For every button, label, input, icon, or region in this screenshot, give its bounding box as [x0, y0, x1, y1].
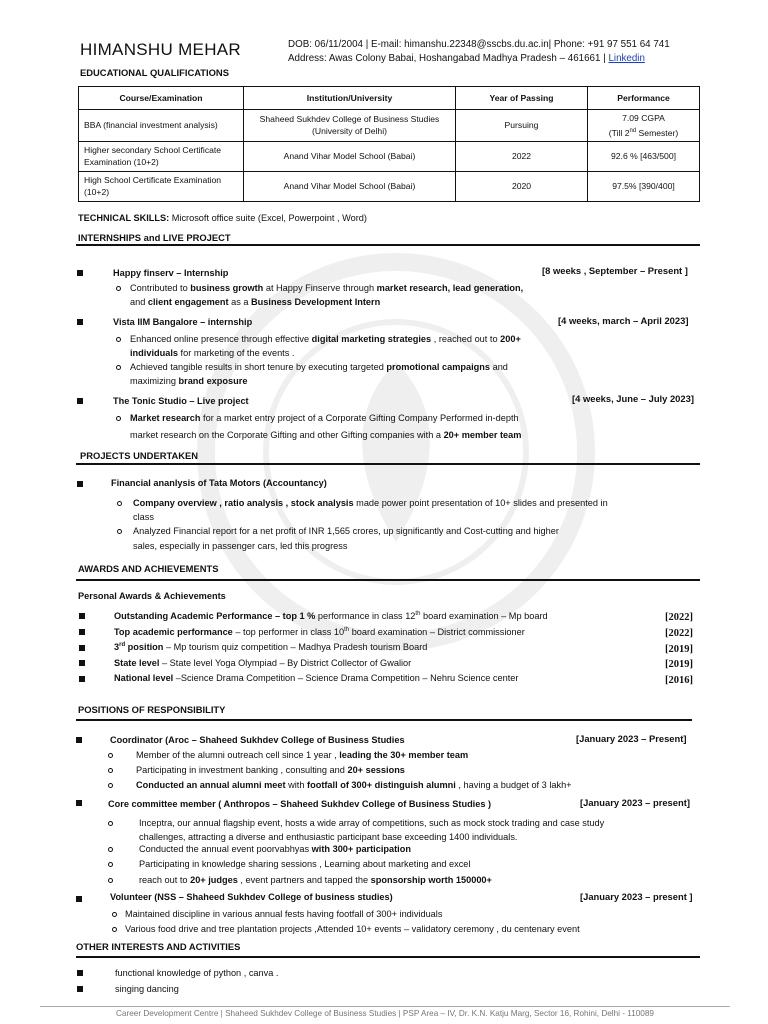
bullet-circle-icon: [108, 753, 113, 758]
semester-prefix: (Till 2: [608, 127, 630, 138]
contact-line: DOB: 06/11/2004 | E-mail: himanshu.22348@sscbs.du.ac.in| Phone: +91 97 551 64 741: [288, 39, 670, 50]
bullet-square-icon: [76, 800, 82, 806]
cell-institution: Anand Vihar Model School (Babai): [244, 171, 456, 201]
position-date: [January 2023 – present]: [580, 797, 690, 808]
award-item: [114, 642, 427, 652]
t: National level: [114, 673, 174, 683]
bullet-circle-icon: [117, 529, 122, 534]
internship-date: [8 weeks , September – Present ]: [542, 265, 688, 276]
t: and: [490, 362, 508, 372]
cell-course: High School Certificate Examination (10+2): [79, 171, 244, 201]
bullet-circle-icon: [116, 416, 121, 421]
t: leading the 30+ member team: [339, 750, 469, 760]
bullet-circle-icon: [112, 927, 117, 932]
t: 20+ member team: [443, 430, 522, 440]
section-divider: [76, 244, 700, 246]
t: with: [285, 780, 308, 790]
col-performance: Performance: [588, 87, 700, 110]
section-divider: [76, 719, 692, 721]
semester-suffix: Semester): [636, 127, 679, 138]
award-year: [2019]: [665, 644, 693, 655]
education-table: [78, 86, 700, 202]
bullet-square-icon: [77, 270, 83, 276]
col-year: Year of Passing: [456, 87, 588, 110]
bullet-text: Maintained discipline in various annual fests having footfall of 300+ individuals: [125, 909, 443, 919]
t: as a: [228, 297, 252, 307]
bullet-text: [130, 430, 521, 440]
t: individuals: [130, 348, 178, 358]
bullet-square-icon: [77, 398, 83, 404]
bullet-circle-icon: [117, 501, 122, 506]
cell-institution: Shaheed Sukhdev College of Business Studies (University of Delhi): [244, 110, 456, 142]
bullet-text: Analyzed Financial report for a net profit of INR 1,565 crores, up significantly and Cost-cutting and higher: [133, 526, 559, 536]
t: – State level Yoga Olympiad – By District Collector of Gwalior: [159, 658, 412, 668]
projects-title: PROJECTS UNDERTAKEN: [80, 450, 199, 461]
positions-title: POSITIONS OF RESPONSIBILITY: [78, 704, 226, 715]
t: client engagement: [147, 297, 229, 307]
t: Participating in investment banking , consulting and: [136, 765, 348, 775]
cell-course: Higher secondary School Certificate Examination (10+2): [79, 141, 244, 171]
t: 20+ judges: [190, 875, 238, 885]
t: market research on the Corporate Gifting and other Gifting companies with a: [130, 430, 444, 440]
bullet-square-icon: [76, 896, 82, 902]
t: reach out to: [139, 875, 191, 885]
bullet-square-icon: [79, 676, 85, 682]
interest-item: functional knowledge of python , canva .: [115, 968, 279, 978]
award-item: [114, 658, 411, 668]
t: Contributed to: [130, 283, 191, 293]
awards-title: AWARDS AND ACHIEVEMENTS: [78, 563, 219, 574]
t: Company overview , ratio analysis , stock analysis: [133, 498, 354, 508]
t: board examination – Mp board: [420, 611, 548, 622]
awards-subtitle: Personal Awards & Achievements: [78, 591, 226, 601]
table-header-row: [79, 87, 700, 110]
t: promotional campaigns: [386, 362, 491, 372]
t: –Science Drama Competition – Science Drama Competition – Nehru Science center: [173, 673, 519, 683]
bullet-text: [136, 765, 405, 775]
cell-performance: [588, 110, 700, 142]
t: business growth: [190, 283, 264, 293]
t: rd: [119, 642, 126, 648]
t: with 300+ participation: [311, 844, 411, 854]
contact-block: [288, 38, 670, 66]
bullet-square-icon: [77, 319, 83, 325]
project-title: The Tonic Studio – Live project: [113, 396, 249, 406]
t: Achieved tangible results in short tenure by executing targeted: [130, 362, 387, 372]
bullet-circle-icon: [108, 847, 113, 852]
t: for marketing of the events .: [178, 348, 295, 358]
award-item: [114, 611, 548, 621]
t: – top performer in class 10: [232, 627, 345, 638]
bullet-text: [133, 498, 608, 508]
t: for a market entry project of a Corporate Gifting Company Performed in-depth: [200, 413, 519, 423]
award-year: [2022]: [665, 628, 693, 639]
bullet-circle-icon: [116, 337, 121, 342]
bullet-circle-icon: [112, 912, 117, 917]
bullet-square-icon: [79, 645, 85, 651]
college-seal-watermark: [196, 252, 596, 652]
bullet-square-icon: [79, 660, 85, 666]
t: 20+ sessions: [347, 765, 405, 775]
cell-institution: Anand Vihar Model School (Babai): [244, 141, 456, 171]
bullet-text: [130, 297, 380, 307]
skills-label: TECHNICAL SKILLS:: [78, 213, 170, 223]
bullet-text: [130, 376, 247, 386]
position-title: Volunteer (NSS – Shaheed Sukhdev College of business studies): [110, 892, 393, 902]
bullet-circle-icon: [108, 768, 113, 773]
col-course: Course/Examination: [79, 87, 244, 110]
bullet-square-icon: [77, 986, 83, 992]
bullet-circle-icon: [108, 862, 113, 867]
bullet-text: [136, 780, 572, 790]
t: , reached out to: [431, 334, 501, 344]
bullet-square-icon: [79, 613, 85, 619]
t: Member of the alumni outreach cell since 1 year ,: [136, 750, 340, 760]
bullet-text: [130, 334, 521, 344]
linkedin-link[interactable]: Linkedin: [608, 53, 645, 64]
cell-course: BBA (financial investment analysis): [79, 110, 244, 142]
bullet-square-icon: [76, 737, 82, 743]
project-title: Financial ananlysis of Tata Motors (Accountancy): [111, 478, 327, 488]
bullet-circle-icon: [108, 878, 113, 883]
table-row: [79, 171, 700, 201]
bullet-text: challenges, attracting a diverse and enthusiastic participant base exceeding 1400 individuals.: [139, 832, 518, 842]
skills-value: Microsoft office suite (Excel, Powerpoint , Word): [169, 213, 367, 223]
internships-title: INTERNSHIPS and LIVE PROJECT: [78, 232, 231, 243]
award-year: [2019]: [665, 659, 693, 670]
award-year: [2016]: [665, 675, 693, 686]
bullet-text: [130, 283, 523, 293]
internship-title: Vista IIM Bangalore – internship: [113, 317, 253, 327]
technical-skills: [78, 213, 367, 223]
cell-year: 2022: [456, 141, 588, 171]
bullet-circle-icon: [116, 286, 121, 291]
cell-year: 2020: [456, 171, 588, 201]
t: and: [130, 297, 148, 307]
t: 3: [114, 642, 120, 653]
candidate-name: HIMANSHU MEHAR: [80, 40, 241, 59]
t: , having a budget of 3 lakh+: [455, 780, 572, 790]
t: Outstanding Academic Performance – top 1 %: [114, 611, 316, 622]
internship-title: Happy finserv – Internship: [113, 268, 229, 278]
section-divider: [76, 956, 700, 958]
position-date: [January 2023 – present ]: [580, 891, 693, 902]
award-item: [114, 673, 518, 683]
interests-title: OTHER INTERESTS AND ACTIVITIES: [76, 941, 241, 952]
award-year: [2022]: [665, 612, 693, 623]
bullet-text: [136, 750, 468, 760]
position-title: Core committee member ( Anthropos – Shaheed Sukhdev College of Business Studies ): [108, 799, 492, 809]
bullet-text: Inceptra, our annual flagship event, hosts a wide array of competitions, such as mock stock trading and case study: [139, 818, 605, 828]
bullet-circle-icon: [116, 365, 121, 370]
bullet-square-icon: [77, 970, 83, 976]
internship-date: [4 weeks, march – April 2023]: [558, 315, 689, 326]
semester-note: [593, 125, 694, 139]
address: Address: Awas Colony Babai, Hoshangabad Madhya Pradesh – 461661 |: [288, 53, 609, 64]
t: market research, lead generation,: [376, 283, 524, 293]
cell-performance: 92.6 % [463/500]: [588, 141, 700, 171]
t: position: [125, 642, 164, 653]
award-item: [114, 627, 525, 637]
bullet-circle-icon: [108, 821, 113, 826]
bullet-text: class: [133, 512, 154, 522]
t: th: [344, 627, 350, 633]
cgpa: 7.09 CGPA: [622, 113, 665, 123]
education-title: EDUCATIONAL QUALIFICATIONS: [80, 67, 229, 78]
bullet-square-icon: [77, 481, 83, 487]
t: , event partners and tapped the: [237, 875, 371, 885]
t: 200+: [500, 334, 521, 344]
bullet-text: [130, 413, 519, 423]
t: board examination – District commissioner: [349, 627, 525, 638]
bullet-circle-icon: [108, 783, 113, 788]
t: – Mp tourism quiz competition – Madhya Pradesh tourism Board: [163, 642, 428, 653]
col-institution: Institution/University: [244, 87, 456, 110]
table-row: [79, 110, 700, 142]
t: State level: [114, 658, 160, 668]
bullet-text: Various food drive and tree plantation projects ,Attended 10+ events – validatory ceremony , du centenary event: [125, 924, 580, 934]
cell-performance: 97.5% [390/400]: [588, 171, 700, 201]
bullet-text: [130, 362, 508, 372]
bullet-text: [139, 844, 411, 854]
t: th: [415, 611, 421, 617]
section-divider: [76, 579, 700, 581]
page-footer: Career Development Centre | Shaheed Sukhdev College of Business Studies | PSP Area – IV, Dr. K.N. Katju Marg, Sector 16, Rohini, Delhi - 110089: [40, 1006, 730, 1018]
t: Market research: [130, 413, 201, 423]
bullet-text: [130, 348, 294, 358]
t: at Happy Finserve through: [263, 283, 377, 293]
cell-year: Pursuing: [456, 110, 588, 142]
section-divider: [76, 463, 700, 465]
t: Top academic performance: [114, 627, 233, 638]
table-row: [79, 141, 700, 171]
t: Enhanced online presence through effective: [130, 334, 312, 344]
bullet-square-icon: [79, 629, 85, 635]
t: Conducted an annual alumni meet: [136, 780, 286, 790]
t: sponsorship worth 150000+: [370, 875, 492, 885]
t: footfall of 300+ distinguish alumni: [307, 780, 456, 790]
interest-item: singing dancing: [115, 984, 179, 994]
position-title: Coordinator (Aroc – Shaheed Sukhdev College of Business Studies: [110, 735, 405, 745]
t: maximizing: [130, 376, 179, 386]
t: made power point presentation of 10+ slides and presented in: [353, 498, 608, 508]
t: performance in class 12: [315, 611, 416, 622]
bullet-text: Participating in knowledge sharing sessions , Learning about marketing and excel: [139, 859, 471, 869]
bullet-text: sales, especially in passenger cars, led this progress: [133, 541, 348, 551]
address-line: [288, 52, 670, 66]
position-date: [January 2023 – Present]: [576, 733, 687, 744]
t: digital marketing strategies: [311, 334, 432, 344]
t: brand exposure: [178, 376, 248, 386]
project-date: [4 weeks, June – July 2023]: [572, 393, 694, 404]
t: Conducted the annual event poorvabhyas: [139, 844, 312, 854]
semester-sup: nd: [629, 127, 637, 134]
t: Business Development Intern: [251, 297, 381, 307]
bullet-text: [139, 875, 492, 885]
